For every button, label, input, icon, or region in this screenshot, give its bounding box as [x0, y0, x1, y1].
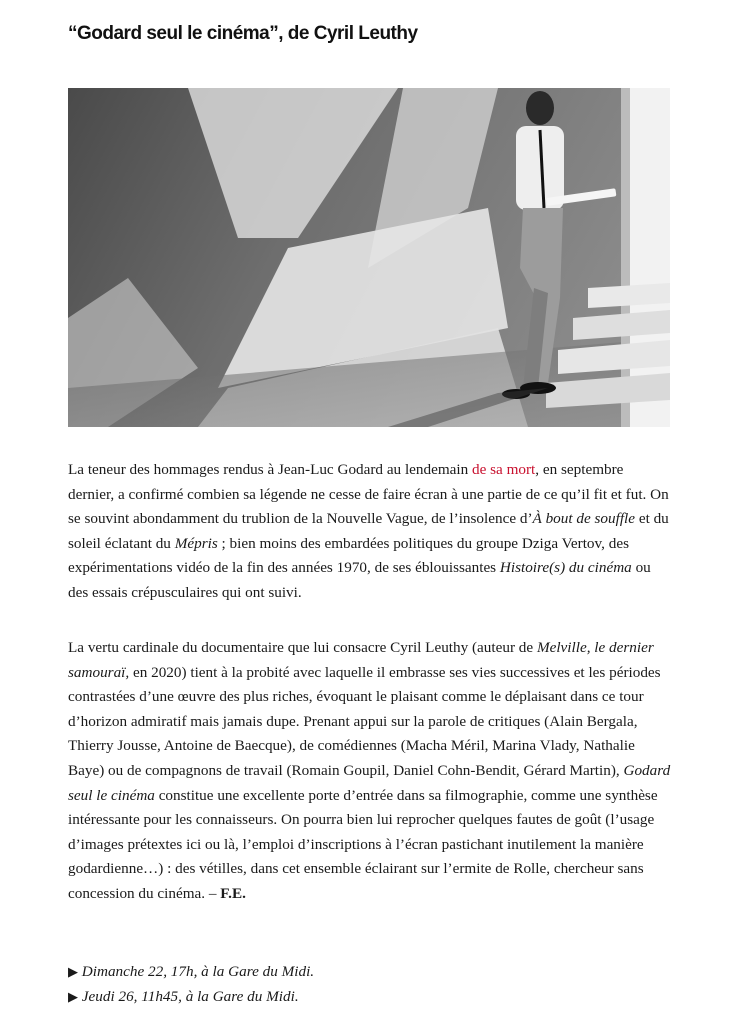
screening-item	[68, 985, 672, 1010]
screening-schedule	[68, 960, 672, 1009]
play-triangle-icon: ▶	[68, 964, 78, 979]
film-title: Melville, le dernier samouraï,	[68, 639, 654, 681]
article-title: “Godard seul le cinéma”, de Cyril Leuthy	[68, 23, 418, 44]
film-title: Mépris	[174, 534, 218, 552]
film-title: À bout de souffle	[532, 510, 636, 528]
screening-text: Dimanche 22, 17h, à la Gare du Midi.	[81, 963, 315, 980]
paragraph-intro	[68, 458, 672, 606]
screening-item	[68, 960, 672, 985]
author-initials: F.E.	[220, 884, 246, 902]
text-span: ; bien moins des embardées politiques du groupe Dziga Vertov, des expérimentations vidéo de la fin des années 1970, de ses éblouissantes	[68, 534, 629, 577]
death-link[interactable]: de sa mort	[472, 461, 536, 478]
text-span: en 2020) tient à la probité avec laquelle il embrasse ses vies successives et les périodes contrastées d’une œuvre des plus riches, évoquant le plaisant comme le déplaisant dans ce tour d’horizon admiratif mais jamais dupe. Prenant appui sur la parole de critiques (Alain Bergala, Thierry Jousse, Antoine de Baecque), de comédiennes (Macha Méril, Marina Vlady, Nathalie Baye) ou de compagnons de travail (Romain Goupil, Daniel Cohn-Bendit, Gérard Martin),	[68, 663, 661, 779]
play-triangle-icon: ▶	[68, 988, 78, 1004]
film-title: Histoire(s) du cinéma	[499, 559, 632, 577]
film-title: Godard seul le cinéma	[68, 761, 671, 804]
text-span: et du soleil éclatant du	[68, 510, 669, 552]
text-span: , en septembre dernier, a confirmé combien sa légende ne cesse de faire écran à une partie de ce qu’il fit et fut. On se souvint abondamment du trublion de la Nouvelle Vague, de l’insolence d’	[68, 461, 669, 528]
text-span: constitue une excellente porte d’entrée dans sa filmographie, comme une synthèse intéressante pour les connaisseurs. On pourra bien lui reprocher quelques fautes de goût (l’usage d’images prétextes ici ou là, l’emploi d’inscriptions à l’écran pastichant inutilement la manière godardienne…) : des vétilles, dans cet ensemble éclairant sur l’ermite de Rolle, chercheur sans concession du cinéma. –	[68, 786, 658, 902]
paragraph-review	[68, 636, 672, 907]
text-span: La teneur des hommages rendus à Jean-Luc Godard au lendemain	[68, 461, 473, 478]
text-span: ou des essais crépusculaires qui ont suivi.	[68, 559, 651, 601]
screening-text: Jeudi 26, 11h45, à la Gare du Midi.	[81, 987, 299, 1005]
text-span: La vertu cardinale du documentaire que lui consacre Cyril Leuthy (auteur de	[68, 639, 537, 656]
article-photo	[68, 88, 670, 427]
